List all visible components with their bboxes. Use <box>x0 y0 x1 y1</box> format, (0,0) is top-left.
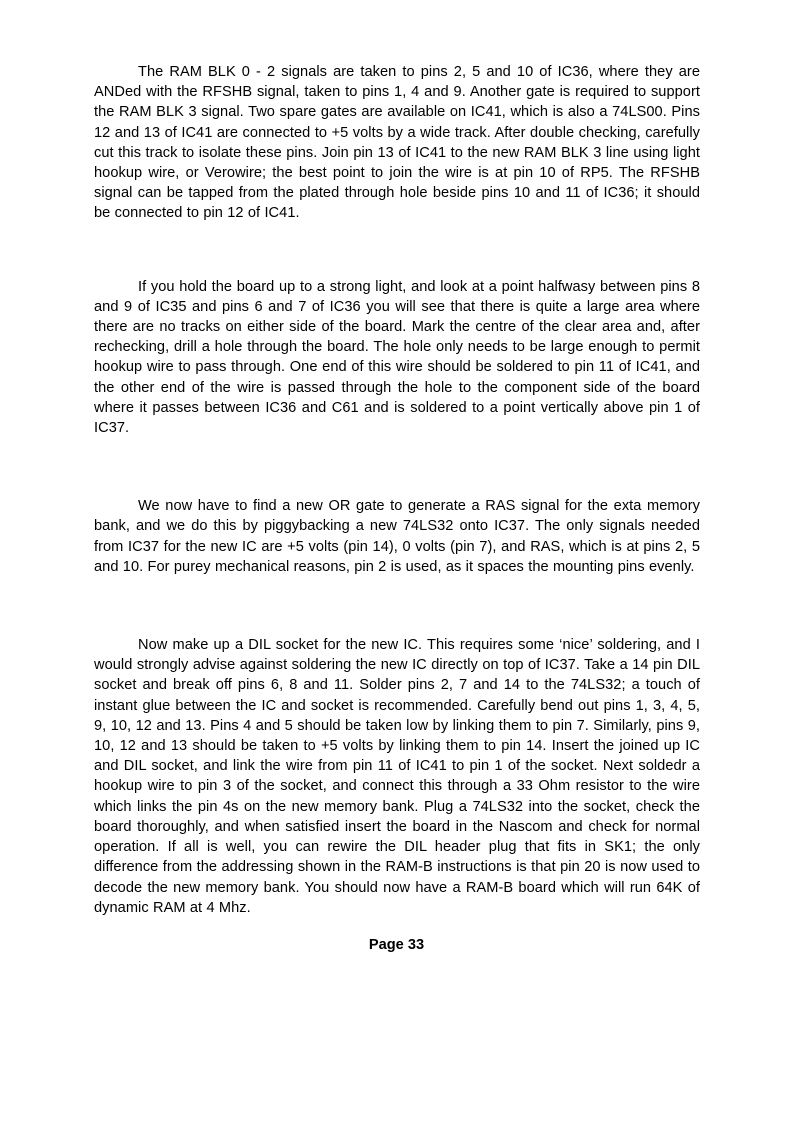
page-number-footer: Page 33 <box>368 937 425 953</box>
page-body <box>94 62 700 918</box>
paragraph-2: If you hold the board up to a strong light, and look at a point halfwasy between pins 8 and 9 of IC35 and pins 6 and 7 of IC36 you will see that there is quite a large area where there are no tracks on either side of the board. Mark the centre of the clear area and, after rechecking, drill a hole through the board. The hole only needs to be large enough to permit hookup wire to pass through. One end of this wire should be soldered to pin 11 of IC41, and the other end of the wire is passed through the hole to the component side of the board where it passes between IC36 and C61 and is soldered to a point vertically above pin 1 of IC37. <box>94 278 700 437</box>
paragraph-4: Now make up a DIL socket for the new IC. This requires some ‘nice’ soldering, and I would strongly advise against soldering the new IC directly on top of IC37. Take a 14 pin DIL socket and break off pins 6, 8 and 11. Solder pins 2, 7 and 14 to the 74LS32; a touch of instant glue between the IC and socket is recommended. Carefully bend out pins 1, 3, 4, 5, 9, 10, 12 and 13. Pins 4 and 5 should be taken low by linking them to pin 7. Similarly, pins 9, 10, 12 and 13 should be taken to +5 volts by linking them to pin 14. Insert the joined up IC and DIL socket, and link the wire from pin 11 of IC41 to pin 1 of the socket. Next soldedr a hookup wire to pin 3 of the socket, and connect this through a 33 Ohm resistor to the wire which links the pin 4s on the new memory bank. Plug a 74LS32 into the socket, check the board thoroughly, and when satisfied insert the board in the Nascom and check for normal operation. If all is well, you can rewire the DIL header plug that fits in SK1; the only difference from the addressing shown in the RAM-B instructions is that pin 20 is now used to decode the new memory bank. You should now have a RAM-B board which will run 64K of dynamic RAM at 4 Mhz. <box>94 637 700 916</box>
paragraph-3: We now have to find a new OR gate to generate a RAS signal for the exta memory bank, and we do this by piggybacking a new 74LS32 onto IC37. The only signals needed from IC37 for the new IC are +5 volts (pin 14), 0 volts (pin 7), and RAS, which is at pins 2, 5 and 10. For purey mechanical reasons, pin 2 is used, as it spaces the mounting pins evenly. <box>94 498 700 575</box>
paragraph-1: The RAM BLK 0 - 2 signals are taken to pins 2, 5 and 10 of IC36, where they are ANDed with the RFSHB signal, taken to pins 1, 4 and 9. Another gate is required to support the RAM BLK 3 signal. Two spare gates are available on IC41, which is also a 74LS00. Pins 12 and 13 of IC41 are connected to +5 volts by a wide track. After double checking, carefully cut this track to isolate these pins. Join pin 13 of IC41 to the new RAM BLK 3 line using light hookup wire, or Verowire; the best point to join the wire is at pin 10 of RP5. The RFSHB signal can be tapped from the plated through hole beside pins 10 and 11 of IC36; it should be connected to pin 12 of IC41. <box>94 64 700 222</box>
